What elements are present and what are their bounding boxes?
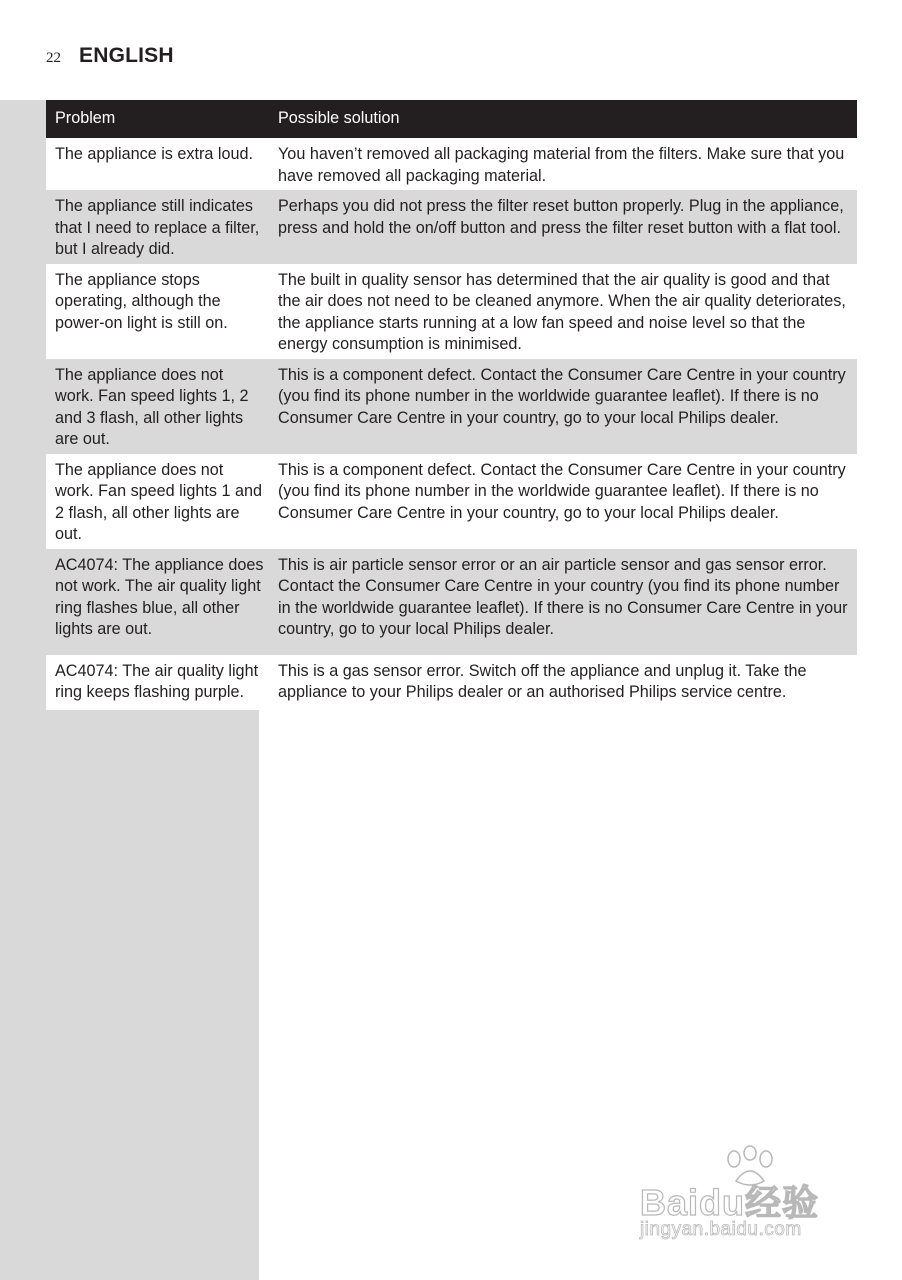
column-header-problem: Problem [55,109,116,128]
table-row [46,359,857,454]
watermark-url: jingyan.baidu.com [640,1219,802,1240]
page-number: 22 [46,50,61,66]
table-row [46,190,857,264]
page-header [46,44,174,72]
problem-cell: The appliance does not work. Fan speed lights 1 and 2 flash, all other lights are out. [46,460,270,546]
solution-cell: This is air particle sensor error or an air particle sensor and gas sensor error. Contact the Consumer Care Centre in your country (you find its phone number in the worldwide guarantee leaflet). If there is no Consumer Care Centre in your country, go to your local Philips dealer. [278,555,848,638]
problem-cell: The appliance still indicates that I need to replace a filter, but I already did. [46,196,270,261]
solution-cell: This is a gas sensor error. Switch off the appliance and unplug it. Take the appliance to your Philips dealer or an authorised Philips service centre. [270,655,857,710]
troubleshooting-table [46,100,857,710]
solution-cell: This is a component defect. Contact the Consumer Care Centre in your country (you find its phone number in the worldwide guarantee leaflet). If there is no Consumer Care Centre in your country, go to your local Philips dealer. [278,365,846,427]
baidu-watermark [640,1145,855,1245]
table-row [46,454,857,549]
table-row [46,264,857,359]
table-row [46,549,857,655]
solution-cell: This is a component defect. Contact the Consumer Care Centre in your country (you find its phone number in the worldwide guarantee leaflet). If there is no Consumer Care Centre in your country, go to your local Philips dealer. [278,460,846,522]
column-header-solution: Possible solution [278,109,400,128]
problem-cell: AC4074: The appliance does not work. The air quality light ring flashes blue, all other lights are out. [46,555,270,641]
solution-cell: Perhaps you did not press the filter reset button properly. Plug in the appliance, press and hold the on/off button and press the filter reset button with a flat tool. [278,197,844,237]
table-row [46,138,857,190]
watermark-brand: Baidu经验 [640,1182,820,1223]
solution-cell: You haven’t removed all packaging material from the filters. Make sure that you have removed all packaging material. [278,145,845,185]
problem-cell: The appliance does not work. Fan speed lights 1, 2 and 3 flash, all other lights are out. [46,365,270,451]
solution-cell: The built in quality sensor has determined that the air quality is good and that the air does not need to be cleaned anymore. When the air quality deteriorates, the appliance starts running at a low fan speed and noise level so that the energy consumption is minimised. [278,270,846,353]
table-header [46,100,857,138]
section-title: ENGLISH [79,44,174,67]
problem-cell: AC4074: The air quality light ring keeps flashing purple. [46,655,270,710]
table-row [46,655,857,710]
problem-cell: The appliance stops operating, although the power-on light is still on. [46,270,270,356]
problem-cell: The appliance is extra loud. [46,144,270,187]
